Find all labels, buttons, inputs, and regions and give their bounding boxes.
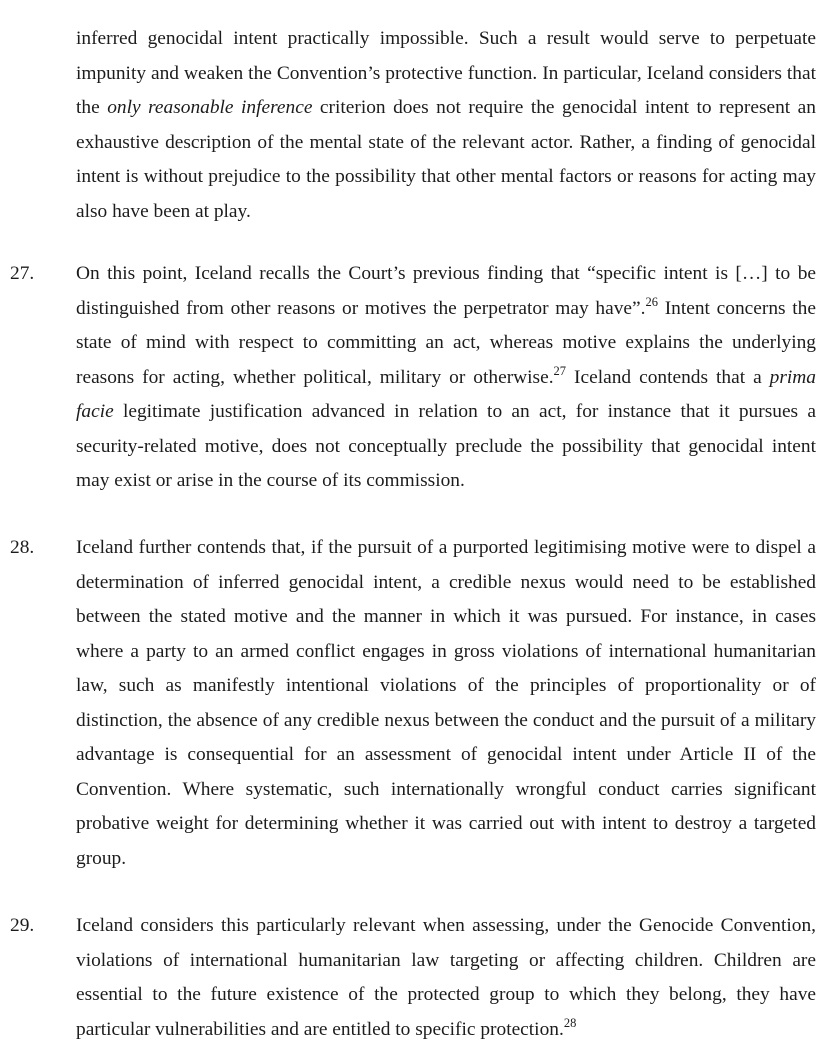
footnote-ref-28: 28 [563, 1015, 577, 1030]
paragraph-number: 29. [10, 915, 35, 936]
paragraph-text-italic: prima facie [76, 366, 816, 422]
paragraph-number: 28. [10, 537, 35, 558]
paragraph-text: Iceland considers this particularly relevant when assessing, under the Genocide Convention, violations of international humanitarian law targeting or affecting children. Children are essential to the future existence of the protected group to which they belong, they have particular vulnerabilities and are entitled to specific protection. [76, 915, 816, 1040]
paragraph-text: inferred genocidal intent practically impossible. Such a result would serve to perpetuate impunity and weaken the Convention’s protective function. In particular, Iceland considers that the [76, 28, 816, 118]
paragraph-27 [76, 257, 816, 499]
paragraph-text: Iceland contends that a [566, 366, 770, 388]
paragraph-text-italic: only reasonable inference [107, 97, 313, 118]
paragraph-text: Iceland further contends that, if the pursuit of a purported legitimising motive were to dispel a determination of inferred genocidal intent, a credible nexus would need to be established between the stated motive and the manner in which it was pursued. For instance, in cases where a party to an armed conflict engages in gross violations of international humanitarian law, such as manifestly intentional violations of the principles of proportionality or of distinction, the absence of any credible nexus between the conduct and the pursuit of a military advantage is consequential for an assessment of genocidal intent under Article II of the Convention. Where systematic, such internationally wrongful conduct carries significant probative weight for determining whether it was carried out with intent to destroy a targeted group. [76, 537, 816, 869]
paragraph-text: Intent concerns the state of mind with respect to committing an act, whereas motive explains the underlying reasons for acting, whether political, military or otherwise. [76, 297, 816, 388]
paragraph-28 [76, 531, 816, 876]
paragraph-text: legitimate justification advanced in relation to an act, for instance that it pursues a security-related motive, does not conceptually preclude the possibility that genocidal intent may exist or arise in the course of its commission. [76, 401, 816, 491]
footnote-ref-27: 27 [553, 363, 567, 378]
paragraph-continuation [76, 22, 816, 229]
paragraph-text: criterion does not require the genocidal intent to represent an exhaustive description of the mental state of the relevant actor. Rather, a finding of genocidal intent is without prejudice to the possibility that other mental factors or reasons for acting may also have been at play. [76, 97, 816, 222]
paragraph-text: On this point, Iceland recalls the Court’s previous finding that “specific intent is […] to be distinguished from other reasons or motives the perpetrator may have”. [76, 263, 816, 319]
footnote-ref-26: 26 [645, 294, 658, 309]
paragraph-number: 27. [10, 263, 35, 284]
paragraph-29 [76, 909, 816, 1047]
